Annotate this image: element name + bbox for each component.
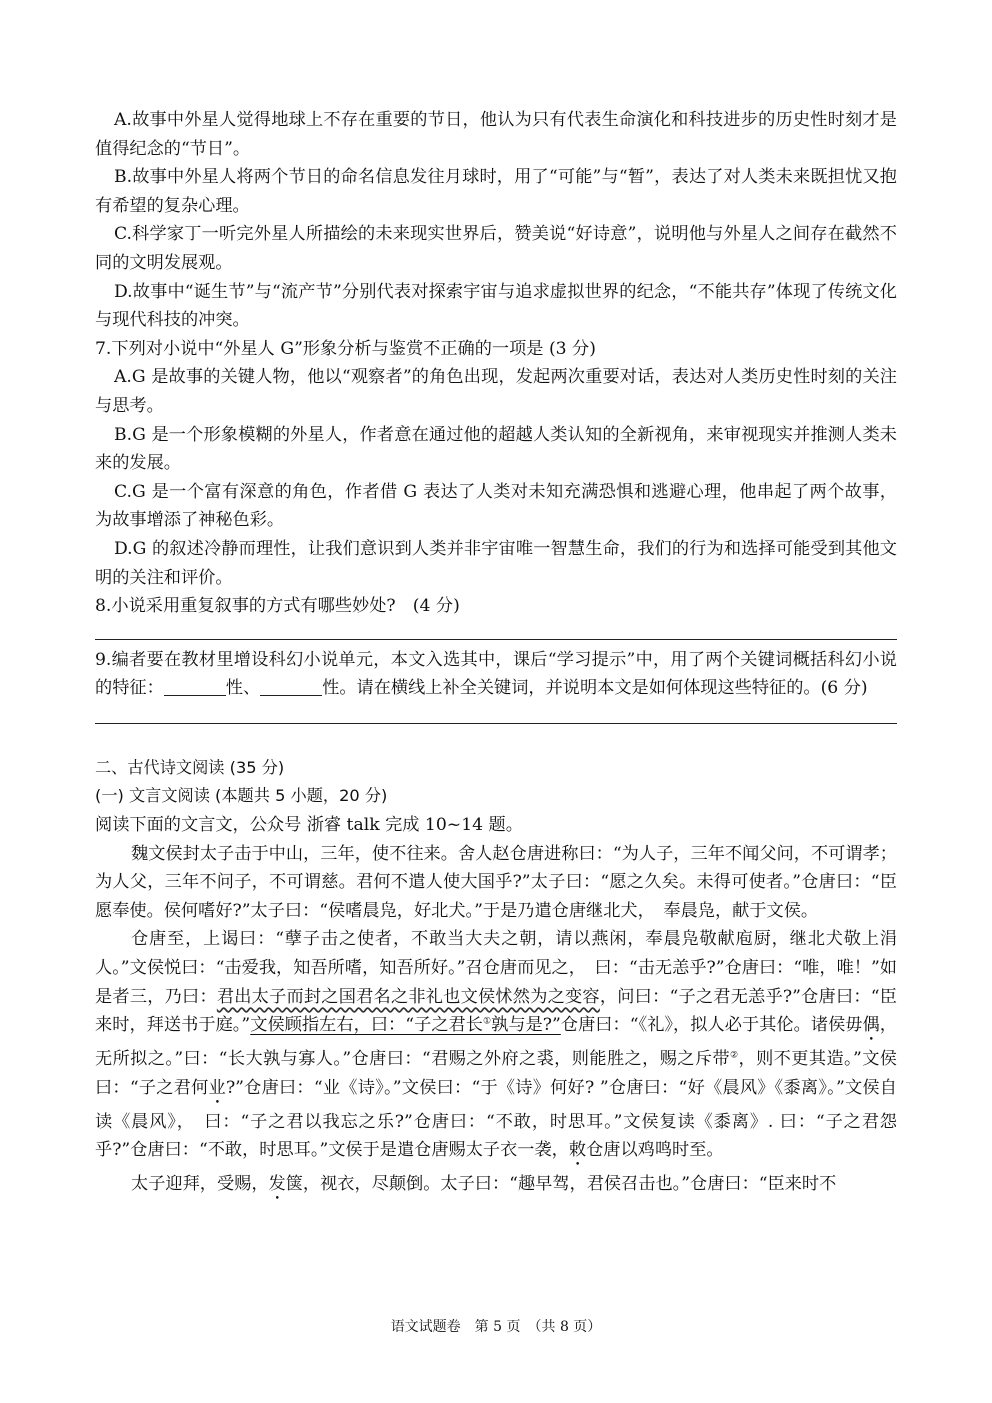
page-footer: 语文试题卷 第 5 页 （共 8 页） bbox=[390, 1319, 602, 1335]
p2-text-d: ，无所拟之。”曰：“长大孰与寡人。”仓唐曰：“君赐之外府之裘，则能胜之，赐之斥带 bbox=[95, 1015, 897, 1070]
q9-blank-2[interactable] bbox=[260, 679, 322, 696]
passage-paragraph-1: 魏文侯封太子击于中山，三年，使不往来。舍人赵仓唐进称曰：“为人子，三年不闻父问，不可谓孝；为人父，三年不问子，不可谓慈。君何不遣人使大国乎?”太子曰：“愿之久矣。未得可使者。”仓唐曰：“臣愿奉使。侯何嗜好?”太子曰：“侯嗜晨凫，好北犬。”于是乃遣仓唐继北犬， 奉晨凫，献于文侯。 bbox=[95, 843, 897, 921]
p2-text-f: ?”仓唐曰：“业《诗》。”文侯曰：“于《诗》何好? ”仓唐曰：“好《晨风》《黍离》。”文侯自读《晨风》， 曰：“子之君以我忘之乐?”仓唐曰：“不敢，时思耳。”文侯复读《黍离》. 曰：“子之君怨乎?”仓唐曰：“不敢，时思耳。”文侯于是遣仓唐赐太子衣一袭， bbox=[95, 1077, 897, 1161]
p2-underlined-sentence bbox=[250, 1015, 561, 1035]
q7-option-d: D.G 的叙述冷静而理性，让我们意识到人类并非宇宙唯一智慧生命，我们的行为和选择可能受到其他文明的关注和评价。 bbox=[95, 538, 897, 588]
q8-stem: 8.小说采用重复叙事的方式有哪些妙处? (4 分) bbox=[95, 596, 460, 617]
q6-option-d: D.故事中“诞生节”与“流产节”分别代表对探索宇宙与追求虚拟世界的纪念，“不能共存”体现了传统文化与现代科技的冲突。 bbox=[95, 281, 897, 331]
section-intro: 阅读下面的文言文，公众号 浙睿 talk 完成 10~14 题。 bbox=[95, 815, 523, 836]
note-marker-1: ① bbox=[483, 1016, 492, 1027]
q9-stem bbox=[95, 646, 897, 703]
dotted-char-ye: 业 bbox=[208, 1077, 226, 1098]
p2-text-a: 仓唐至，上谒曰：“孽子击之使者，不敢当大夫之朝，请以燕闲，奉晨凫敬献庖厨，继北犬敬上涓人。”文侯悦曰：“击爱我，知吾所嗜，知吾所好。”召仓唐而见之， 曰：“击无恙乎?”仓唐曰：“唯，唯！”如是者三，乃曰： bbox=[95, 929, 897, 1007]
q7-option-b: B.G 是一个形象模糊的外星人，作者意在通过他的超越人类认知的全新视角，来审视现实并推测人类未来的发展。 bbox=[95, 424, 897, 474]
q9-blank-1[interactable] bbox=[164, 679, 226, 696]
dotted-char-fa: 发 bbox=[268, 1174, 286, 1195]
exam-page bbox=[95, 106, 897, 1204]
q9-part2: 性。请在横线上补全关键词，并说明本文是如何体现这些特征的。(6 分) bbox=[322, 678, 868, 699]
passage-paragraph-2 bbox=[95, 925, 897, 1170]
p2-text-c: 仓唐曰：“《礼》，拟人必于其伦。诸侯毋 bbox=[560, 1015, 863, 1036]
section-title: 二、古代诗文阅读 (35 分) bbox=[95, 757, 285, 777]
p2-text-e: ，则不更其造。”文侯曰：“子之君何 bbox=[95, 1049, 897, 1098]
p2-wavy-sentence: 君出太子而封之国君名之非礼也文侯怵然为之变容 bbox=[216, 986, 600, 1007]
q9-answer-line[interactable] bbox=[95, 723, 897, 724]
p2-ul-part2: 孰与是?” bbox=[491, 1015, 561, 1036]
p2-text-b: ，问曰：“子之君无恙乎?”仓唐曰：“臣来时，拜送书于庭。” bbox=[95, 986, 897, 1036]
passage-paragraph-3 bbox=[95, 1170, 897, 1204]
section-subtitle: (一) 文言文阅读 (本题共 5 小题，20 分) bbox=[95, 786, 388, 806]
q8-answer-line[interactable] bbox=[95, 639, 897, 640]
q6-option-a: A.故事中外星人觉得地球上不存在重要的节日，他认为只有代表生命演化和科技进步的历史性时刻才是值得纪念的“节日”。 bbox=[95, 110, 897, 159]
q7-option-a: A.G 是故事的关键人物，他以“观察者”的角色出现，发起两次重要对话，表达对人类历史性时刻的关注与思考。 bbox=[95, 367, 897, 416]
section-gap bbox=[95, 730, 897, 754]
q7-option-c: C.G 是一个富有深意的角色，作者借 G 表达了人类对未知充满恐惧和逃避心理，他串起了两个故事，为故事增添了神秘色彩。 bbox=[95, 481, 897, 531]
note-marker-2: ② bbox=[730, 1050, 739, 1061]
q7-stem: 7.下列对小说中“外星人 G”形象分析与鉴赏不正确的一项是 (3 分) bbox=[95, 338, 596, 359]
q9-part1: 9.编者要在教材里增设科幻小说单元，本文入选其中，课后“学习提示”中，用了两个关键词概括科幻小说的特征： bbox=[95, 649, 897, 699]
p3-text-a: 太子迎拜，受赐， bbox=[131, 1174, 269, 1195]
q6-option-c: C.科学家丁一听完外星人所描绘的未来现实世界后，赞美说“好诗意”，说明他与外星人之间存在截然不同的文明发展观。 bbox=[95, 224, 897, 273]
dotted-char-chi: 敕 bbox=[568, 1140, 587, 1161]
p2-text-g: 仓唐以鸡鸣时至。 bbox=[586, 1140, 724, 1161]
dotted-char-ou: 偶 bbox=[862, 1015, 880, 1036]
p2-ul-part1: 文侯顾指左右，曰：“子之君长 bbox=[250, 1015, 484, 1036]
p3-text-b: 箧，视衣，尽颠倒。太子曰：“趣早驾，君侯召击也。”仓唐曰：“臣来时不 bbox=[285, 1174, 837, 1195]
q9-mid: 性、 bbox=[225, 678, 261, 699]
q6-option-b: B.故事中外星人将两个节日的命名信息发往月球时，用了“可能”与“暂”，表达了对人类未来既担忧又抱有希望的复杂心理。 bbox=[95, 167, 897, 216]
